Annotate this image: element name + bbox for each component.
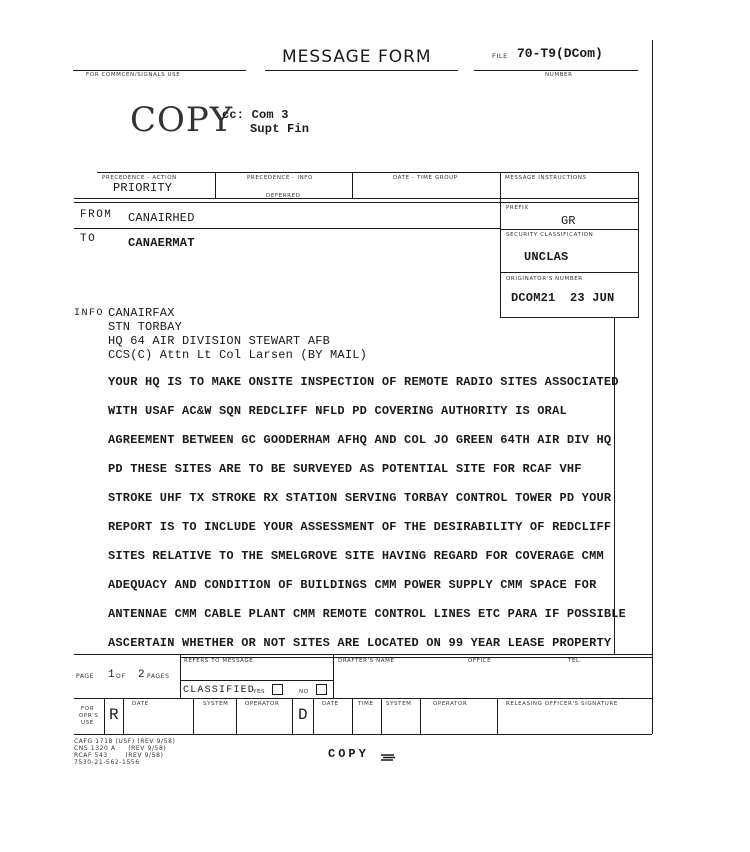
from-label: FROM [80, 209, 113, 221]
message-line-7: SITES RELATIVE TO THE SMELGROVE SITE HAVING REGARD FOR COVERAGE CMM [108, 549, 604, 563]
cc-line-1: cc: Com 3 [222, 108, 289, 122]
precedence-action-label: PRECEDENCE - ACTION [102, 175, 177, 181]
d-operator-label: OPERATOR [433, 701, 468, 707]
classified-yes-checkbox[interactable] [272, 684, 283, 695]
form-code-1: CAFG 1718 (USF) (REV 9/58) [74, 738, 176, 745]
date-time-group-label: DATE - TIME GROUP [393, 175, 458, 181]
originator-number-label: ORIGINATOR'S NUMBER [506, 276, 583, 282]
originator-number-value: DCOM21 [511, 291, 556, 305]
info-label: INFO [74, 308, 105, 319]
precedence-info-label: PRECEDENCE - INFO [247, 175, 313, 181]
message-line-8: ADEQUACY AND CONDITION OF BUILDINGS CMM POWER SUPPLY CMM SPACE FOR [108, 578, 597, 592]
refers-to-message-label: REFERS TO MESSAGE [184, 658, 254, 664]
message-line-9: ANTENNAE CMM CABLE PLANT CMM REMOTE CONTROL LINES ETC PARA IF POSSIBLE [108, 607, 627, 621]
form-code-2: CNS 1320 A (REV 9/58) [74, 745, 167, 752]
r-system-label: SYSTEM [203, 701, 229, 707]
message-line-3: AGREEMENT BETWEEN GC GOODERHAM AFHQ AND COL JO GREEN 64TH AIR DIV HQ [108, 433, 612, 447]
originator-date: 23 JUN [570, 291, 615, 305]
precedence-info-deferred: DEFERRED [266, 193, 301, 199]
r-date-label: DATE [132, 701, 149, 707]
drafters-name-label: DRAFTER'S NAME [338, 658, 395, 664]
d-date-label: DATE [322, 701, 339, 707]
message-line-6: REPORT IS TO INCLUDE YOUR ASSESSMENT OF THE DESIRABILITY OF REDCLIFF [108, 520, 612, 534]
prefix-value: GR [561, 214, 576, 228]
for-opr-use-label-1: FOR [81, 706, 95, 712]
classified-no-label: NO [299, 689, 309, 695]
tel-label: TEL. [568, 658, 583, 664]
security-classification-value: UNCLAS [524, 250, 569, 264]
message-line-2: WITH USAF AC&W SQN REDCLIFF NFLD PD COVERING AUTHORITY IS ORAL [108, 404, 567, 418]
for-opr-use-label-2: OPR'S [79, 713, 99, 719]
to-value: CANAERMAT [128, 236, 195, 250]
bottom-copy-stamp: COPY [328, 747, 369, 761]
precedence-action-value: PRIORITY [113, 181, 173, 195]
number-label: NUMBER [545, 72, 573, 78]
classified-yes-label: YES [253, 689, 266, 695]
prefix-label: PREFIX [506, 205, 529, 211]
form-title: MESSAGE FORM [282, 47, 432, 67]
d-system-label: SYSTEM [386, 701, 412, 707]
info-line-4: CCS(C) Attn Lt Col Larsen (BY MAIL) [108, 348, 368, 362]
file-label: FILE [492, 52, 508, 60]
cc-line-2: Supt Fin [250, 122, 310, 136]
message-line-5: STROKE UHF TX STROKE RX STATION SERVING TORBAY CONTROL TOWER PD YOUR [108, 491, 612, 505]
releasing-officer-signature-label: RELEASING OFFICER'S SIGNATURE [506, 701, 618, 707]
copy-stamp: COPY [130, 100, 234, 140]
file-number: 70-T9(DCom) [517, 46, 603, 61]
d-time-label: TIME [358, 701, 374, 707]
info-line-1: CANAIRFAX [108, 306, 175, 320]
classified-label: CLASSIFIED [183, 685, 256, 696]
from-value: CANAIRHED [128, 211, 195, 225]
of-label: OF [116, 673, 126, 680]
bottom-copy-mark-icon [380, 749, 396, 758]
page-label: PAGE [76, 673, 95, 680]
r-marker: R [109, 706, 119, 724]
pages-label: PAGES [147, 673, 170, 680]
security-classification-label: SECURITY CLASSIFICATION [506, 232, 594, 238]
form-code-3: RCAF 543 (REV 9/58) [74, 752, 164, 759]
message-line-1: YOUR HQ IS TO MAKE ONSITE INSPECTION OF REMOTE RADIO SITES ASSOCIATED [108, 375, 619, 389]
classified-no-checkbox[interactable] [316, 684, 327, 695]
office-label: OFFICE [468, 658, 492, 664]
message-instructions-label: MESSAGE INSTRUCTIONS [505, 175, 587, 181]
form-code-4: 7530-21-562-1556 [74, 759, 140, 766]
info-line-2: STN TORBAY [108, 320, 183, 334]
to-label: TO [80, 233, 97, 245]
d-marker: D [298, 706, 308, 724]
info-line-3: HQ 64 AIR DIVISION STEWART AFB [108, 334, 331, 348]
message-line-10: ASCERTAIN WHETHER OR NOT SITES ARE LOCATED ON 99 YEAR LEASE PROPERTY [108, 636, 612, 650]
page-number: 1 [108, 669, 115, 681]
message-line-4: PD THESE SITES ARE TO BE SURVEYED AS POTENTIAL SITE FOR RCAF VHF [108, 462, 582, 476]
for-opr-use-label-3: USE [81, 720, 94, 726]
pages-number: 2 [138, 669, 145, 681]
r-operator-label: OPERATOR [245, 701, 280, 707]
commcen-use-label: FOR COMMCEN/SIGNALS USE [86, 72, 181, 78]
